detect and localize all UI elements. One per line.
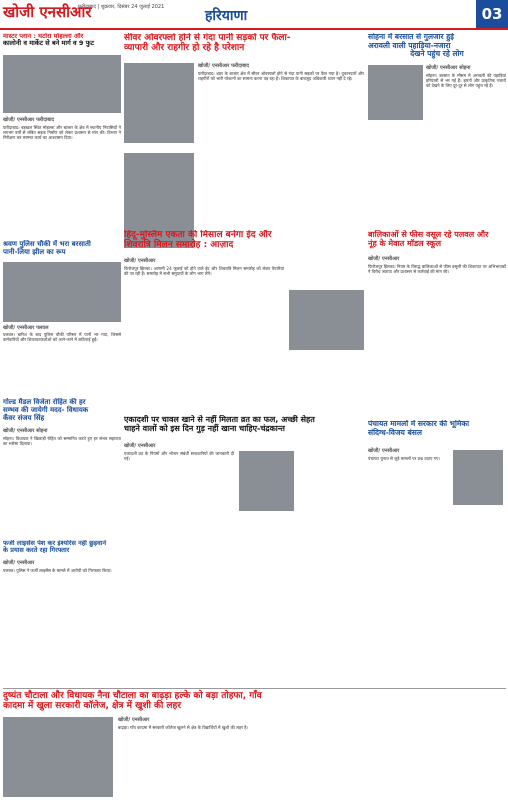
story-3-body: सोहना। बरसात के मौसम में अरावली की पहाड़ियां हरियाली से भर गई हैं। झरनों और प्राकृतिक नजारों को देखने के लिए दूर-दूर से लोग पहुंच रहे हैं। [426, 73, 506, 89]
story-10 [368, 420, 506, 680]
story-9-byline: खोजी/ एनसीआर [3, 560, 35, 566]
story-8-byline: खोजी/ एनसीआर [124, 443, 156, 449]
story-4-headline: श्रवण पुलिस चौकी में भरा बरसाती [3, 240, 91, 248]
story-10-body: पंचायत चुनाव से जुड़े मामलों पर प्रश्न उठाए गए। [368, 456, 441, 461]
dateline: फरीदाबाद | शुक्रवार, दिसंबर 24 जुलाई 2021 [78, 4, 165, 10]
story-4-body: पलवल। बारिश के बाद पुलिस चौकी परिसर में पानी भर गया, जिससे कर्मचारियों और शिकायतकर्ताओं को आने-जाने में कठिनाई हुई। [3, 332, 121, 343]
story-8-photo [239, 451, 294, 511]
story-11-headline: दुष्यंत चौटाला और विधायक नैना चौटाला का बाढ़ड़ा हल्के को बड़ा तोहफा, गाँव [3, 691, 262, 701]
story-5-photo [289, 290, 364, 350]
story-3-byline: खोजी/ एनसीआर सोहना [426, 65, 471, 71]
masthead [0, 0, 508, 30]
story-4-headline-2: पानी-लिया झील का रूप [3, 248, 66, 257]
story-3-headline: सोहना में बरसात से गुलजार हुई [368, 33, 454, 41]
story-10-photo [453, 450, 503, 505]
story-9-headline-2: के प्रयास करते रहा गिरफ्तार [3, 546, 70, 555]
story-10-headline: पंचायत मामलों में सरकार की भूमिका [368, 420, 470, 428]
story-5-body: फिरोजपुर झिरका। आगामी 24 जुलाई को होने वाले ईद और शिवरात्रि मिलन समारोह को लेकर तैयारियां की जा रही हैं। समारोह में सभी समुदायों के लोग भाग लेंगे। [124, 266, 284, 277]
story-2-body: फरीदाबाद। शहर के बाजार क्षेत्र में सीवर ओवरफ्लो होने से गंदा पानी सड़कों पर फैल गया है। दुकानदारों और राहगीरों को भारी परेशानी का सामना करना पड़ रहा है। शिकायत के बावजूद अधिकारी ध्यान नहीं दे रहे। [198, 71, 364, 82]
story-9-body: पलवल। पुलिस ने फर्जी लाइसेंस के मामले में आरोपी को गिरफ्तार किया। [3, 568, 112, 573]
story-7-headline-2: सम्भव की जायेगी मदद- विधायक [3, 406, 89, 415]
story-2-photo [124, 63, 194, 143]
story-11-headline-2: कादमा में खुला सरकारी कॉलेज, क्षेत्र में खुशी की लहर [3, 701, 181, 712]
story-6 [368, 230, 506, 410]
story-1-byline: खोजी/ एनसीआर फरीदाबाद [3, 117, 55, 123]
story-4-byline: खोजी/ एनसीआर पलवल [3, 325, 49, 331]
story-7-headline-3: कँवर संजय सिंह [3, 414, 45, 423]
newspaper-logo: खोजी एनसीआर [3, 3, 92, 21]
story-5 [124, 230, 364, 410]
story-1-photo [3, 55, 121, 113]
story-10-byline: खोजी/ एनसीआर [368, 448, 400, 454]
story-2-byline: खोजी/ एनसीआर फरीदाबाद [198, 63, 250, 69]
story-8 [124, 415, 364, 685]
story-9-headline: फर्जी लाइसेंस पेश कर इंश्योरेंस नहीं छुड़वाने [3, 540, 107, 547]
story-7 [3, 398, 121, 538]
story-2-headline: सीवर ओवरफ्लो होने से गंदा पानी सड़कों पर फैला- [124, 33, 291, 43]
story-3-headline-3: देखने पहुंच रहे लोग [410, 49, 464, 59]
section-title: हरियाणा [205, 8, 248, 24]
story-11-photo [3, 717, 113, 797]
story-11-byline: खोजी/ एनसीआर [118, 717, 150, 723]
story-5-headline-2: शिवरात्रि मिलन समारोह : आज़ाद [124, 240, 234, 251]
story-5-byline: खोजी/ एनसीआर [124, 258, 156, 264]
page-number: 03 [476, 0, 508, 28]
story-9 [3, 540, 121, 660]
story-3 [368, 33, 506, 243]
story-8-headline: एकादशी पर चावल खाने से नहीं मिलता व्रत का फल, अच्छी सेहत [124, 415, 315, 424]
story-3-photo [368, 65, 423, 120]
story-8-body: एकादशी व्रत के नियमों और भोजन संबंधी सावधानियों की जानकारी दी गई। [124, 451, 234, 462]
story-4 [3, 240, 121, 390]
story-6-headline-2: नूंह के मेवात मॉडल स्कूल [368, 239, 442, 249]
story-6-byline: खोजी/ एनसीआर [368, 256, 400, 262]
story-6-headline: बालिकाओं से फीस वसूल रहे पलवल और [368, 230, 489, 239]
story-8-headline-2: चाहने वालों को इस दिन गुड़ नहीं खाना चाहिए-चंद्रकान्त [124, 424, 285, 434]
story-4-photo [3, 262, 121, 322]
story-11 [3, 688, 506, 798]
story-5-headline: हिंदू-मुस्लिम एकता की मिसाल बनेगा ईद और [124, 230, 272, 240]
story-7-body: सोहना। विधायक ने खिलाड़ी रोहित को सम्मानित करते हुए हर संभव सहायता का भरोसा दिलाया। [3, 436, 121, 447]
story-6-body: फिरोजपुर झिरका। नियम के विरुद्ध बालिकाओं से फीस वसूली की शिकायत पर अभिभावकों ने विरोध जताया और प्रशासन से कार्रवाई की मांग की। [368, 264, 506, 275]
story-3-headline-2: अरावली वाली पहाड़िया-नजारा [368, 40, 451, 50]
story-11-body: बाढ़ड़ा। गाँव कादमा में सरकारी कॉलेज खुलने से क्षेत्र के विद्यार्थियों में खुशी की लहर है। [118, 725, 249, 730]
story-1-headline: मास्टर प्लान : घटोरा मोहल्ला और [3, 33, 84, 40]
story-2-headline-2: व्यापारी और राहगीर हो रहे है परेशान [124, 43, 245, 54]
story-1-body: फरीदाबाद। बड़खल स्थित मोहल्ला और बाजार के क्षेत्र में स्थानीय निवासियों ने लगभग वर्षों से लंबित सड़क निर्माण को लेकर प्रशासन से मांग की। विभाग ने निरीक्षण कर मरम्मत कार्य का आश्वासन दिया। [3, 125, 121, 141]
story-7-headline: गोल्ड मैडल विजेता रोहित की हर [3, 398, 86, 406]
story-7-byline: खोजी/ एनसीआर सोहना [3, 428, 48, 434]
story-1-headline-2: कालोनी व मार्केट से बने मार्ग व 9 फुट [3, 39, 94, 48]
story-10-headline-2: संदिग्ध-विजय बंसल [368, 427, 422, 437]
